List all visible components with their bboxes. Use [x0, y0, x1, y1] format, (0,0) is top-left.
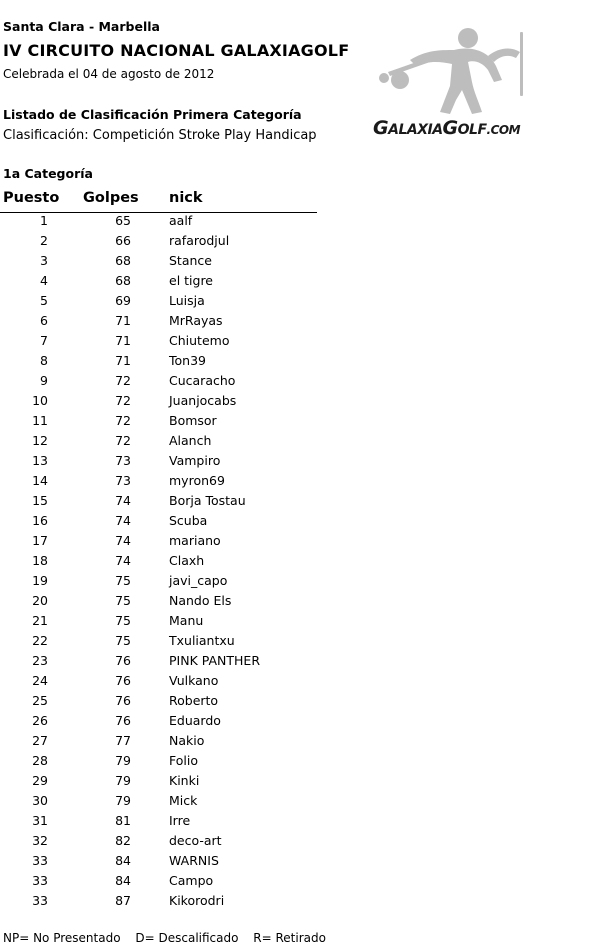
- cell-puesto: 28: [32, 753, 48, 768]
- cell-nick: Stance: [169, 253, 212, 268]
- table-row: [0, 233, 330, 253]
- cell-nick: aalf: [169, 213, 193, 228]
- table-row: [0, 253, 330, 273]
- cell-puesto: 33: [32, 853, 48, 868]
- cell-nick: Bomsor: [169, 413, 217, 428]
- cell-puesto: 4: [40, 273, 48, 288]
- cell-nick: el tigre: [169, 273, 214, 288]
- cell-nick: Kikorodri: [169, 893, 225, 908]
- table-row: [0, 893, 330, 913]
- cell-puesto: 14: [32, 473, 48, 488]
- cell-golpes: 84: [115, 873, 131, 888]
- cell-nick: MrRayas: [169, 313, 223, 328]
- cell-golpes: 76: [115, 693, 131, 708]
- cell-nick: PINK PANTHER: [169, 653, 261, 668]
- cell-golpes: 82: [115, 833, 131, 848]
- galaxiagolf-logo: [370, 20, 575, 144]
- cell-puesto: 18: [32, 553, 48, 568]
- cell-puesto: 5: [40, 293, 48, 308]
- cell-golpes: 79: [115, 753, 131, 768]
- cell-puesto: 8: [40, 353, 48, 368]
- cell-nick: Ton39: [169, 353, 206, 368]
- cell-golpes: 79: [115, 773, 131, 788]
- cell-nick: javi_capo: [169, 573, 228, 588]
- table-row: [0, 433, 330, 453]
- cell-nick: rafarodjul: [169, 233, 230, 248]
- table-row: [0, 213, 330, 233]
- cell-golpes: 75: [115, 633, 131, 648]
- table-row: [0, 373, 330, 393]
- cell-nick: Folio: [169, 753, 198, 768]
- table-row: [0, 393, 330, 413]
- cell-nick: deco-art: [169, 833, 222, 848]
- table-row: [0, 453, 330, 473]
- table-row: [0, 573, 330, 593]
- legend-d: D= Descalificado: [135, 931, 239, 945]
- cell-golpes: 76: [115, 713, 131, 728]
- table-row: [0, 413, 330, 433]
- table-row: [0, 773, 330, 793]
- cell-puesto: 29: [32, 773, 48, 788]
- cell-golpes: 76: [115, 673, 131, 688]
- page-title: IV CIRCUITO NACIONAL GALAXIAGOLF: [3, 41, 350, 60]
- cell-golpes: 84: [115, 853, 131, 868]
- cell-nick: Luisja: [169, 293, 205, 308]
- cell-puesto: 32: [32, 833, 48, 848]
- cell-golpes: 73: [115, 473, 131, 488]
- table-row: [0, 473, 330, 493]
- cell-golpes: 71: [115, 353, 131, 368]
- cell-puesto: 16: [32, 513, 48, 528]
- table-row: [0, 613, 330, 633]
- table-row: [0, 493, 330, 513]
- cell-golpes: 65: [115, 213, 131, 228]
- table-row: [0, 753, 330, 773]
- cell-nick: myron69: [169, 473, 225, 488]
- cell-golpes: 77: [115, 733, 131, 748]
- cell-puesto: 12: [32, 433, 48, 448]
- cell-golpes: 72: [115, 393, 131, 408]
- table-row: [0, 313, 330, 333]
- cell-golpes: 71: [115, 313, 131, 328]
- cell-golpes: 73: [115, 453, 131, 468]
- classification-type: Clasificación: Competición Stroke Play Handicap: [3, 128, 317, 143]
- cell-nick: Irre: [169, 813, 191, 828]
- cell-golpes: 72: [115, 413, 131, 428]
- table-row: [0, 733, 330, 753]
- cell-puesto: 10: [32, 393, 48, 408]
- cell-puesto: 21: [32, 613, 48, 628]
- results-table-body: [0, 213, 330, 913]
- cell-nick: WARNIS: [169, 853, 219, 868]
- cell-golpes: 79: [115, 793, 131, 808]
- cell-puesto: 23: [32, 653, 48, 668]
- cell-nick: Roberto: [169, 693, 219, 708]
- brand-wordmark: GALAXIAGOLF.COM: [373, 117, 521, 139]
- table-row: [0, 533, 330, 553]
- cell-nick: Borja Tostau: [169, 493, 246, 508]
- cell-puesto: 6: [40, 313, 48, 328]
- table-row: [0, 873, 330, 893]
- cell-nick: Txuliantxu: [169, 633, 235, 648]
- cell-puesto: 19: [32, 573, 48, 588]
- cell-puesto: 22: [32, 633, 48, 648]
- cell-golpes: 76: [115, 653, 131, 668]
- table-row: [0, 513, 330, 533]
- cell-golpes: 75: [115, 573, 131, 588]
- cell-puesto: 7: [40, 333, 48, 348]
- cell-puesto: 33: [32, 893, 48, 908]
- cell-puesto: 3: [40, 253, 48, 268]
- table-row: [0, 293, 330, 313]
- table-row: [0, 553, 330, 573]
- cell-golpes: 74: [115, 533, 131, 548]
- category-heading: 1a Categoría: [3, 166, 93, 181]
- table-row: [0, 653, 330, 673]
- event-date: Celebrada el 04 de agosto de 2012: [3, 67, 215, 81]
- cell-golpes: 74: [115, 553, 131, 568]
- cell-golpes: 72: [115, 373, 131, 388]
- cell-nick: Eduardo: [169, 713, 221, 728]
- column-header-puesto: Puesto: [3, 190, 60, 206]
- cell-puesto: 9: [40, 373, 48, 388]
- cell-nick: Nando Els: [169, 593, 232, 608]
- cell-golpes: 87: [115, 893, 131, 908]
- table-row: [0, 353, 330, 373]
- cell-puesto: 11: [32, 413, 48, 428]
- cell-nick: Nakio: [169, 733, 205, 748]
- table-row: [0, 633, 330, 653]
- cell-golpes: 72: [115, 433, 131, 448]
- cell-puesto: 2: [40, 233, 48, 248]
- venue-label: Santa Clara - Marbella: [3, 19, 160, 34]
- table-row: [0, 673, 330, 693]
- cell-nick: Juanjocabs: [169, 393, 237, 408]
- cell-nick: Mick: [169, 793, 198, 808]
- table-row: [0, 713, 330, 733]
- cell-nick: Cucaracho: [169, 373, 236, 388]
- cell-puesto: 30: [32, 793, 48, 808]
- listing-heading: Listado de Clasificación Primera Categoría: [3, 107, 302, 122]
- column-header-nick: nick: [169, 190, 203, 206]
- cell-nick: mariano: [169, 533, 221, 548]
- table-row: [0, 813, 330, 833]
- cell-nick: Vampiro: [169, 453, 221, 468]
- cell-puesto: 26: [32, 713, 48, 728]
- cell-golpes: 68: [115, 253, 131, 268]
- legend-r: R= Retirado: [253, 931, 326, 945]
- cell-golpes: 75: [115, 593, 131, 608]
- cell-nick: Scuba: [169, 513, 208, 528]
- cell-puesto: 1: [40, 213, 48, 228]
- cell-nick: Alanch: [169, 433, 212, 448]
- table-row: [0, 593, 330, 613]
- cell-puesto: 33: [32, 873, 48, 888]
- cell-nick: Kinki: [169, 773, 200, 788]
- cell-puesto: 27: [32, 733, 48, 748]
- cell-nick: Manu: [169, 613, 204, 628]
- cell-puesto: 17: [32, 533, 48, 548]
- cell-nick: Campo: [169, 873, 214, 888]
- golfer-silhouette-icon: [370, 20, 575, 115]
- cell-puesto: 20: [32, 593, 48, 608]
- legend: [3, 931, 337, 945]
- cell-puesto: 24: [32, 673, 48, 688]
- cell-nick: Vulkano: [169, 673, 219, 688]
- cell-nick: Claxh: [169, 553, 205, 568]
- cell-puesto: 31: [32, 813, 48, 828]
- cell-golpes: 74: [115, 493, 131, 508]
- cell-puesto: 13: [32, 453, 48, 468]
- column-header-golpes: Golpes: [83, 190, 139, 206]
- cell-golpes: 68: [115, 273, 131, 288]
- table-row: [0, 273, 330, 293]
- cell-golpes: 81: [115, 813, 131, 828]
- cell-golpes: 75: [115, 613, 131, 628]
- cell-nick: Chiutemo: [169, 333, 230, 348]
- table-header: [0, 188, 317, 213]
- table-row: [0, 833, 330, 853]
- cell-golpes: 71: [115, 333, 131, 348]
- cell-puesto: 15: [32, 493, 48, 508]
- cell-puesto: 25: [32, 693, 48, 708]
- table-row: [0, 693, 330, 713]
- cell-golpes: 66: [115, 233, 131, 248]
- legend-np: NP= No Presentado: [3, 931, 121, 945]
- table-row: [0, 793, 330, 813]
- cell-golpes: 74: [115, 513, 131, 528]
- table-row: [0, 333, 330, 353]
- cell-golpes: 69: [115, 293, 131, 308]
- table-row: [0, 853, 330, 873]
